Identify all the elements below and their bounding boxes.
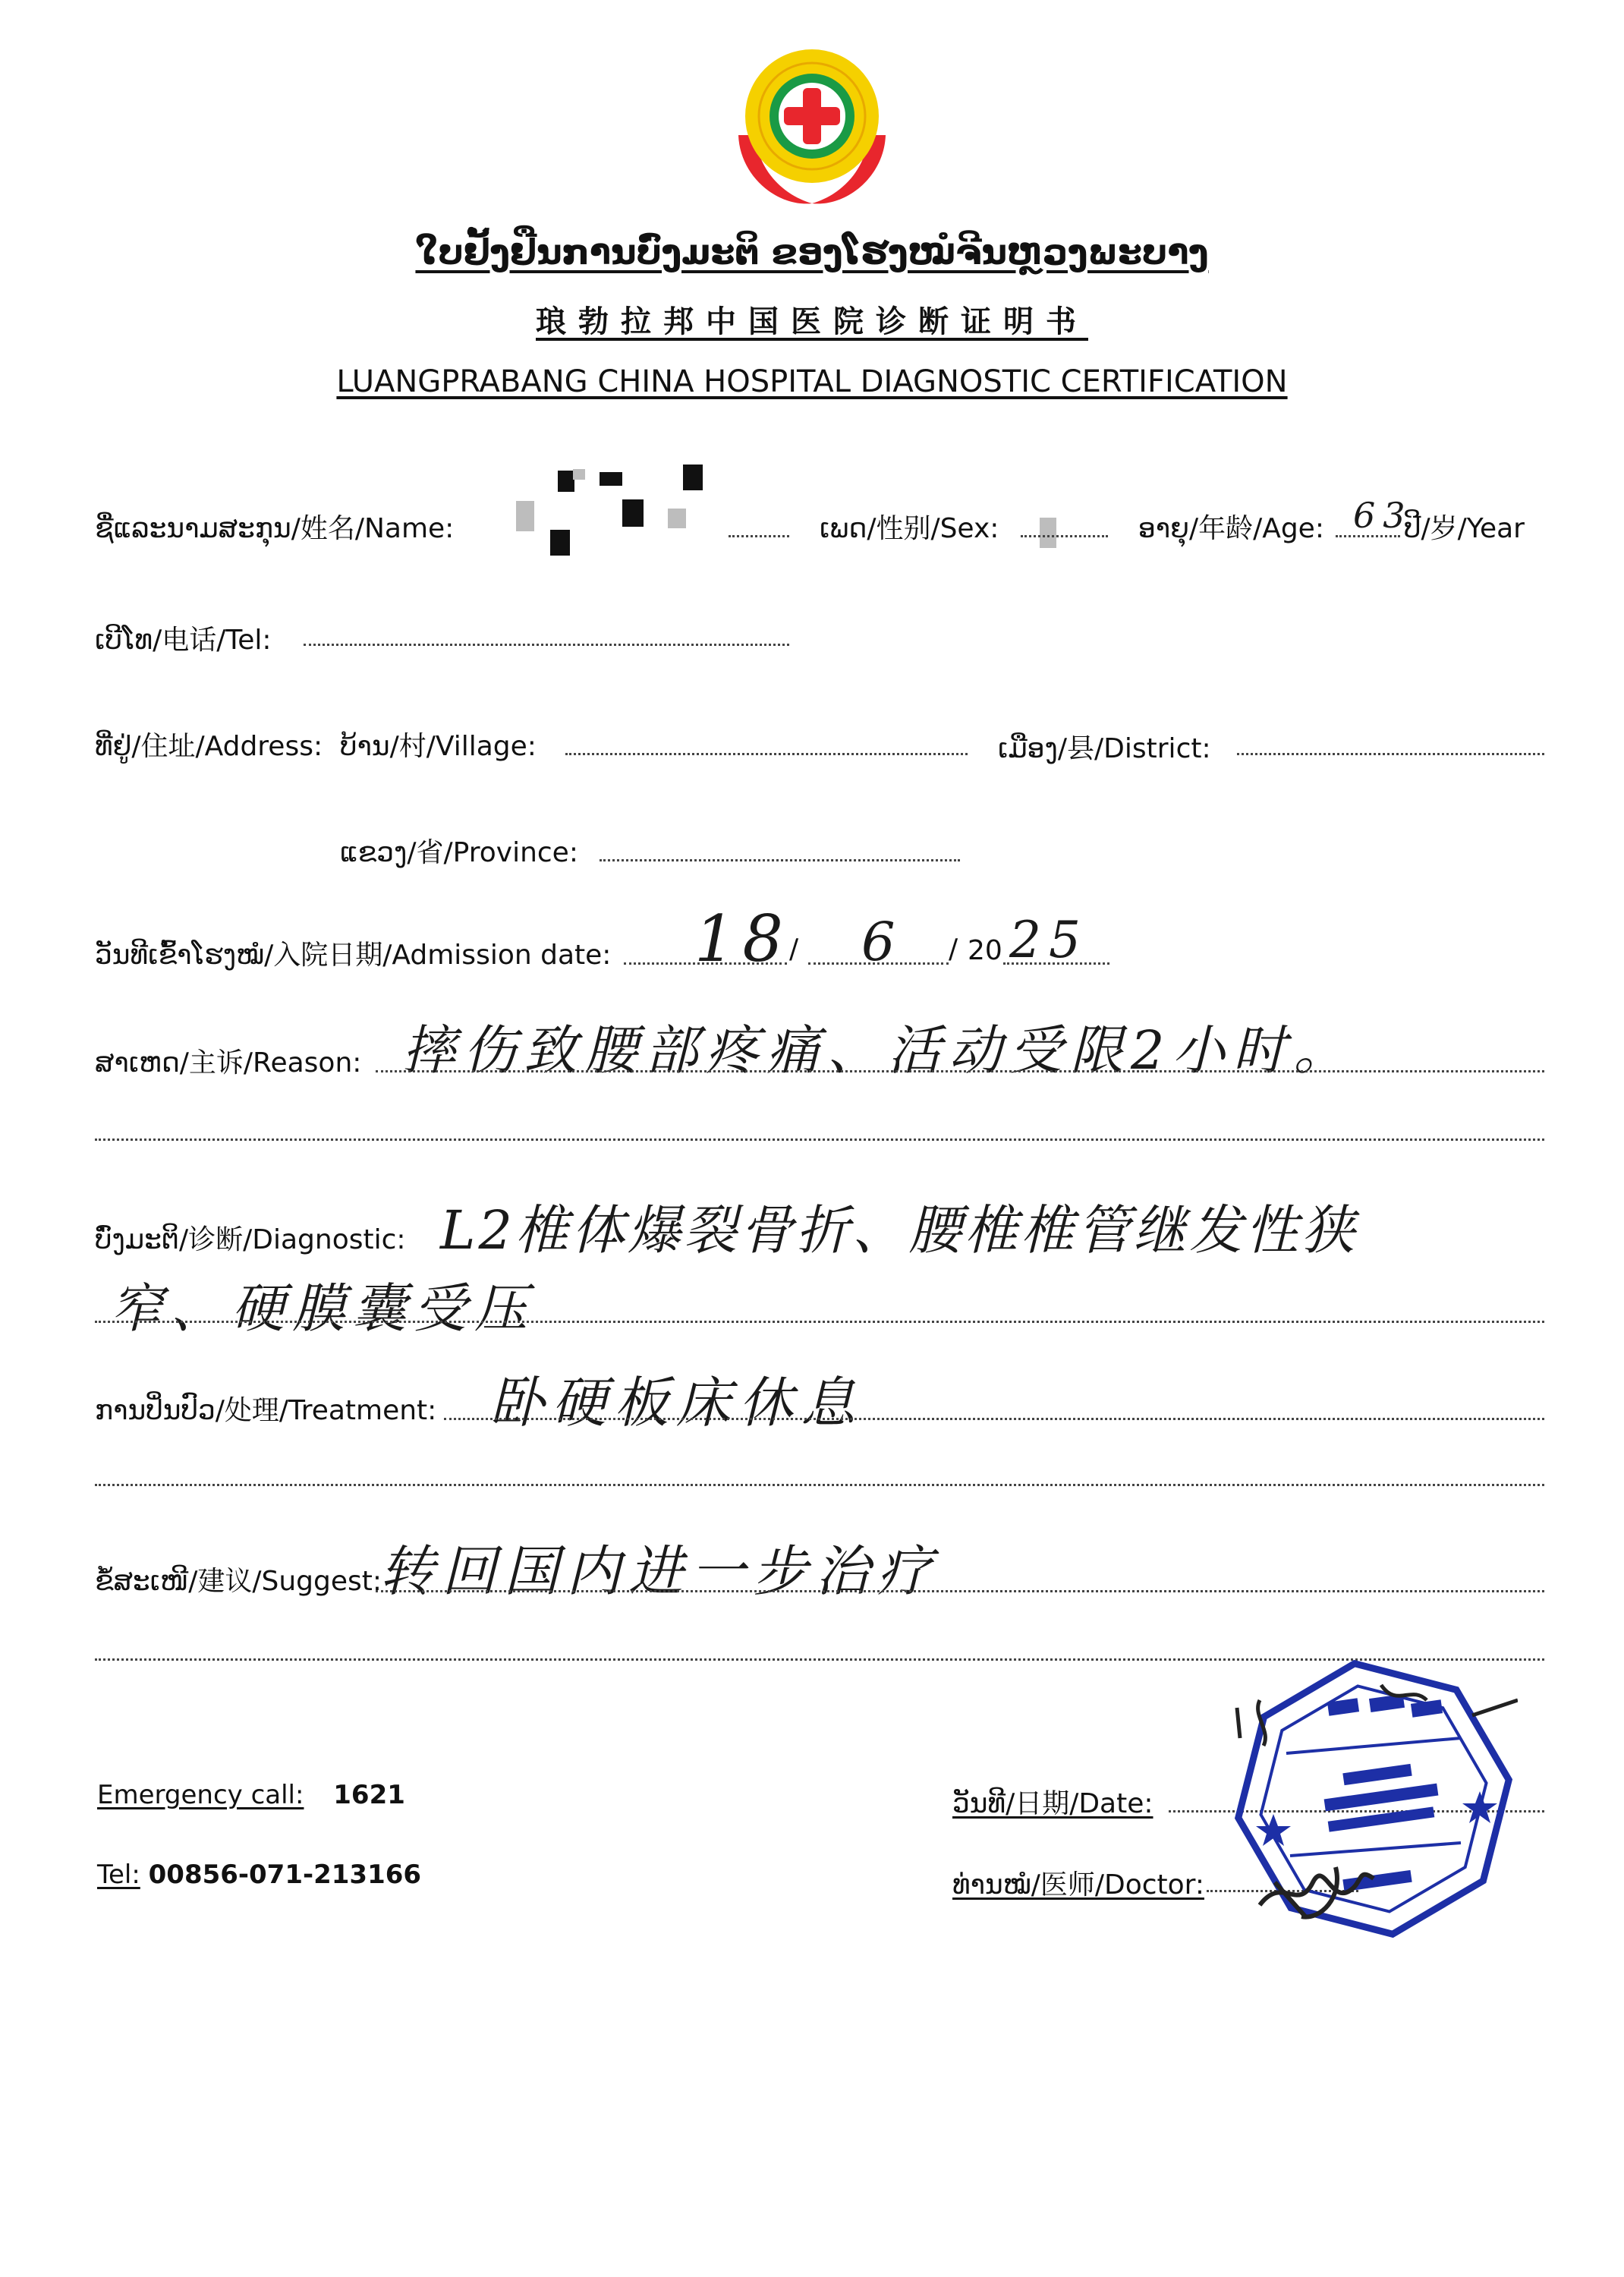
emergency-label: Emergency call:	[97, 1780, 304, 1810]
hospital-logo-icon	[725, 44, 899, 211]
village-field	[565, 753, 968, 755]
admission-day: 18	[694, 902, 791, 976]
treatment-line-2	[95, 1484, 1544, 1486]
province-label: ແຂວງ/省/Province:	[340, 837, 578, 868]
tel-field	[304, 644, 789, 646]
age-label: ອາຍຸ/年龄/Age:	[1138, 513, 1324, 544]
doctor-label: ທ່ານໝໍ/医师/Doctor:	[952, 1869, 1204, 1901]
district-field	[1237, 753, 1544, 755]
admission-sep-2: /	[949, 934, 958, 965]
admission-month: 6	[861, 911, 903, 973]
diagnostic-value-line2: 窄、硬膜囊受压	[110, 1277, 535, 1340]
stamp-icon	[1229, 1655, 1518, 1943]
sex-redaction	[1040, 518, 1056, 548]
reason-label: ສາເຫດ/主诉/Reason:	[95, 1047, 362, 1079]
admission-year-prefix: 20	[968, 935, 1002, 966]
province-field	[600, 859, 960, 861]
age-value: 63	[1353, 495, 1413, 536]
name-label: ຊື່ແລະນາມສະກຸນ/姓名/Name:	[95, 513, 455, 544]
treatment-label: ການປິ່ນປົວ/处理/Treatment:	[95, 1395, 437, 1426]
title-lao: ໃບຢັ້ງຢືນການບົ່ງມະຕິ ຂອງໂຮງໝໍຈີນຫຼວງພະບາງ	[415, 231, 1209, 272]
reason-line-2	[95, 1138, 1544, 1141]
suggest-label: ຂໍ້ສະເໜີ/建议/Suggest:	[95, 1566, 382, 1597]
age-unit: ປີ/岁/Year	[1404, 513, 1525, 544]
emergency-number: 1621	[333, 1780, 405, 1810]
sex-label: ເພດ/性别/Sex:	[820, 513, 999, 544]
diagnostic-label: ບົ່ງມະຕິ/诊断/Diagnostic:	[95, 1224, 406, 1255]
hospital-logo	[725, 44, 899, 211]
reason-value: 摔伤致腰部疼痛、活动受限2小时。	[402, 1019, 1355, 1082]
footer-tel-number: 00856-071-213166	[148, 1860, 422, 1890]
suggest-value: 转回国内进一步治疗	[379, 1539, 940, 1603]
title-chinese: 琅勃拉邦中国医院诊断证明书	[536, 304, 1088, 339]
date-label: ວັນທີ/日期/Date:	[952, 1788, 1153, 1819]
treatment-value: 卧硬板床休息	[489, 1371, 864, 1435]
tel-label: ເບີໂທ/电话/Tel:	[95, 625, 272, 656]
admission-year: 25	[1009, 911, 1088, 969]
footer-tel-label: Tel:	[97, 1860, 140, 1890]
admission-label: ວັນທີເຂົ້າໂຮງໝໍ/入院日期/Admission date:	[95, 940, 612, 971]
address-label: ທີ່ຢູ່/住址/Address:	[95, 731, 323, 762]
footer-tel	[97, 1860, 421, 1890]
district-label: ເມືອງ/县/District:	[998, 733, 1211, 764]
emergency-call	[97, 1780, 405, 1810]
title-english: LUANGPRABANG CHINA HOSPITAL DIAGNOSTIC CERTIFICATION	[336, 364, 1288, 399]
admission-sep-1: /	[789, 934, 799, 965]
official-stamp	[1229, 1655, 1518, 1943]
village-label: ບ້ານ/村/Village:	[340, 731, 537, 762]
diagnostic-value-line1: L2椎体爆裂骨折、腰椎椎管继发性狭	[440, 1199, 1358, 1261]
